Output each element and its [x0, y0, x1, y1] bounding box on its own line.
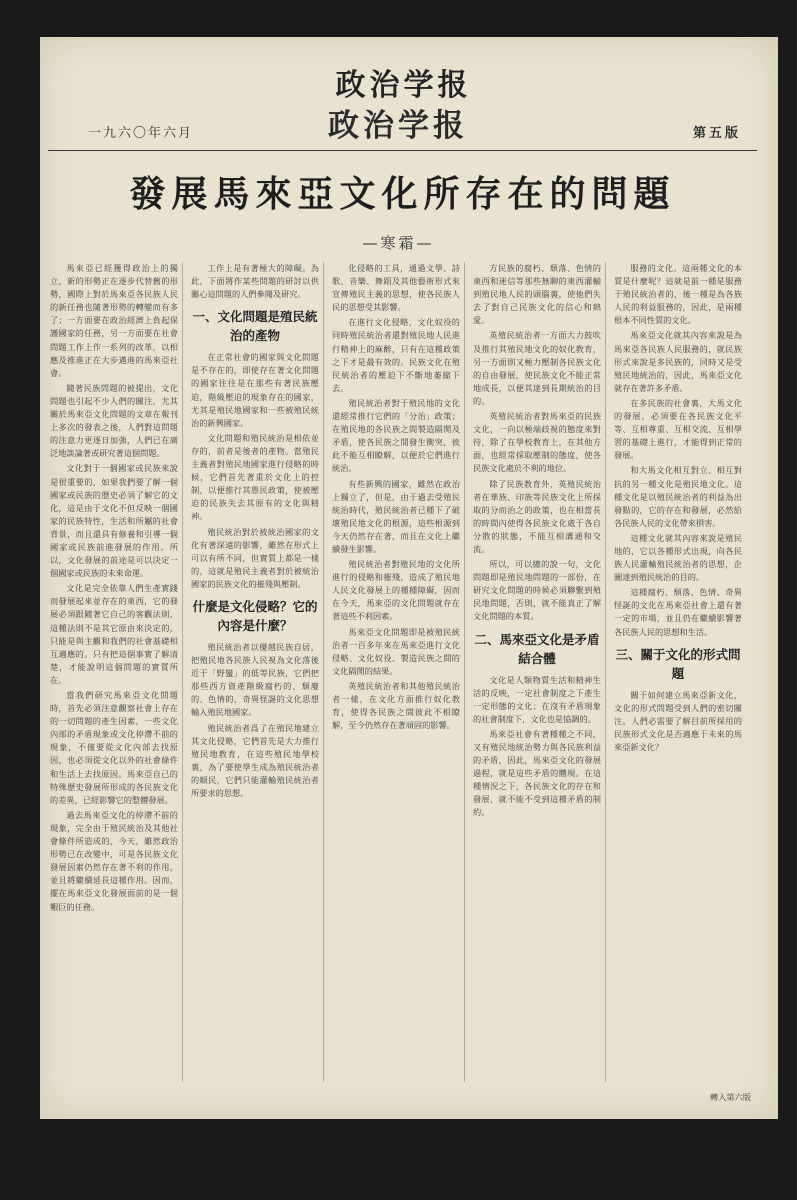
column-1 [50, 262, 183, 1082]
header-rule [48, 150, 757, 151]
section-heading: 什麼是文化侵略？它的內容是什麼？ [192, 598, 318, 633]
paragraph: 關于如何建立馬來亞新文化，文化的形式問題受到人們的密切關注。人們必需要了解目前所採用的民族形式文化是否適應于未來的馬來亞新文化？ [614, 689, 742, 752]
paragraph: 在正常社會的國家與文化問題是不存在的，即使存在著文化問題的國家往往是在那些有著民族壓迫，階級壓迫的現象存在的國家，尤其是殖民地國家和一些被殖民統治的新興國家。 [191, 352, 319, 428]
page-header [48, 60, 759, 104]
paragraph: 和大馬文化相互對立、相互對抗的另一種文化是殖民地文化。這種文化是以殖民統治者的利益為出發點的，它的存在和發展，必然給各民族人民的文化帶來損害。 [614, 465, 742, 528]
paragraph: 文化是完全依靠人們生產實踐而發展起來並存在的東西，它的發展必須跟隨著它自己的客觀法則，這種法則不是其它原由來決定的，只能是與主觀和我們的社會基礎相互適應的。只有把這個事實了解清楚，才能說明這個問題的實質所在。 [50, 583, 178, 685]
paragraph: 殖民統治者爲了在殖民地建立其文化侵略，它們首先是大力推行殖民地教育，在這些殖民地學校裏，為了要使學生成為殖民統治者的順民，它們只能灌輸殖民統治者所要求的思想。 [191, 722, 319, 798]
paragraph: 除了民族教育外，英殖民統治者在華族、印族等民族文化上所採取的分而治之的政策，也在相當長的時間內使得各民族文化處于各自分散的狀態，不能互相溝通和交流。 [473, 478, 601, 554]
paragraph: 所以，可以總的說一句，文化問題即是殖民地問題的一部份，在研究文化問題的時候必須聯繫到殖民地問題，否則，就不能真正了解文化問題的本質。 [473, 559, 601, 622]
paragraph: 殖民統治者對于殖民地的文化還經常推行它們的「分治」政策；在殖民地的各民族之間製造隔閡及矛盾，使各民族之間發生衝突，彼此不能互相瞭解，以便於它們進行統治。 [332, 397, 460, 474]
paragraph: 英殖民統治者一方面大力鼓吹及推行其殖民地文化的奴化教育，另一方面則又極力壓制各民族文化的自由發展，使民族文化不能正常地成長，以便其達到長期統治的目的。 [473, 330, 601, 406]
paragraph: 殖民統治對於被統治國家的文化有著深遠的影響，雖然在形式上可以有所不同，但實質上都是一樣的，這就是殖民主義者對於被統治國家的民族文化的摧殘與壓制。 [191, 526, 319, 589]
paragraph: 隨著民族問題的被提出，文化問題也引起不少人們的關注，尤其關於馬來亞文化問題的文章在報刊上多次的發表之後，人們對這問題的注意力更逐日加強，人們已在廣泛地談論著或研究著這個問題。 [50, 382, 178, 459]
section-heading: 一、文化問題是殖民統治的產物 [192, 309, 318, 344]
masthead-title: 政治学报 [328, 108, 468, 144]
paragraph: 方民族的腐朽、頹落、色情的東西和迷信等那些無聊的東西灌輸到殖民地人民的頭腦裏，使他們失去了對自己民族文化的信心和熱愛。 [473, 263, 601, 326]
issue-date: 一九六〇年六月 [88, 126, 194, 141]
paragraph: 這種腐朽、頹落、色情、奇異怪誕的文化在馬來亞社會上還有著一定的市場，並且仍在繼續影響著各民族人民的思想和生活。 [614, 587, 742, 637]
paragraph: 這種文化就其內容來說是殖民地的，它以各種形式出現，向各民族人民灌輸殖民統治者的思想，企圖達到殖民統治的目的。 [614, 532, 742, 583]
paragraph: 過去馬來亞文化的停滯不前的現象，完全由于殖民統治及其他社會條件所造成的，今天，雖然政治形勢已在改變中，可是各民族文化發展因素仍然存在著不利的作用，並且將繼續延長這種作用。因而，擺在馬來亞文化發展面前的是一個艱巨的任務。 [50, 809, 178, 912]
paragraph: 文化是人類物質生活和精神生活的反映，一定社會制度之下產生一定形態的文化；在沒有矛盾現象的社會制度下，文化也是協調的。 [473, 674, 601, 724]
paragraph: 馬來亞文化問題即是被殖民統治者一百多年來在馬來亞進行文化侵略、文化奴役、製造民族之間的文化隔閡的結果。 [332, 626, 460, 676]
masthead: 政治学报 [335, 68, 472, 103]
paragraph: 殖民統治者以優越民族自居，把殖民地各民族人民視為文化落後近于「野蠻」的低等民族，它們把那些西方資產階級腐朽的、頹廢的、色情的、奇異怪誕的文化思想輸入殖民地國家。 [191, 641, 319, 718]
paragraph: 在進行文化侵略，文化奴役的同時殖民統治者還對殖民地人民進行精神上的麻醉，只有在這種政策之下才是最有效的。民族文化在殖民統治者的壓迫下不斷地萎縮下去。 [332, 317, 460, 393]
paragraph: 文化問題和殖民統治是相依並存的，前者是後者的產物。當殖民主義者對殖民地國家進行侵略的時候，它們首先著重於文化上的控制，以便推行其愚民政策，使被壓迫的民族失去其原有的文化與精神。 [191, 432, 319, 522]
continued-note: 轉入第六版 [710, 1092, 751, 1102]
paragraph: 馬來亞社會有著種種之不同，又有殖民地統治勢力與各民族利益的矛盾，因此，馬來亞文化的發展過程，就是這些矛盾的體現。在這種情況之下，各民族文化的存在和發展，就不能不受到這種矛盾的制約。 [473, 728, 601, 818]
paragraph: 有些新興的國家，雖然在政治上獨立了，但是，由于過去受殖民統治時代，殖民統治者已種下了破壞殖民地文化的根源，這些根源到今天仍然存在著，而且在文化上繼續發生影響。 [332, 478, 460, 554]
article-title: 發展馬來亞文化所存在的問題 [129, 173, 676, 215]
column-5 [614, 262, 746, 1082]
paragraph: 馬來亞已經獲得政治上的獨立，新的形勢正在逐步代替舊的形勢，國際上對於馬來亞各民族人民的新任務也隨著形勢的轉變而有多了；一方面要在政治經濟上負起保護國家的任務，另一方面要在社會問題工作上作一系列的改革，以相應及推進正在大步邁進的馬來亞社會。 [50, 263, 178, 378]
column-4 [473, 262, 606, 1082]
paragraph: 當我們研究馬來亞文化問題時，首先必須注意觀察社會上存在的一切問題的產生因素，一些文化內部的矛盾現象或文化停滯不前的現象，不僅要從文化內部去找原因，也必須從文化以外的社會條件和生活上去找原因。馬來亞自己的特殊歷史發展所形成的各民族文化的差異，已經影響它的整體發展。 [50, 690, 178, 805]
edition-label: 第五版 [692, 126, 741, 141]
paragraph: 馬來亞文化就其內容來說是為馬來亞各民族人民服務的，就民族形式來說是多民族的，同時又是受殖民地統治的，因此，馬來亞文化就存在著許多矛盾。 [614, 330, 742, 393]
column-2 [191, 262, 324, 1082]
paragraph: 英殖民統治者對馬來亞的民族文化，一向以極端歧視的態度來對待，除了在學校教育上，在其他方面，也經常採取壓制的態度，使各民族文化處於不利的地位。 [473, 411, 601, 474]
section-heading: 三、關于文化的形式問題 [615, 646, 741, 681]
section-heading: 二、馬來亞文化是矛盾結合體 [474, 631, 600, 666]
paragraph: 化侵略的工具，通過文學、詩歌、音樂、舞蹈及其他藝術形式來宣傳殖民主義的思想，使各民族人民的思想受其影響。 [332, 263, 460, 313]
article-author: —寒霜— [362, 234, 435, 252]
paragraph: 服務的文化。這兩種文化的本質是什麼呢？這就是前一種是服務于殖民統治者的，後一種是為各族人民的利益服務的，因此，是兩種根本不同性質的文化。 [614, 263, 742, 326]
article-body [50, 262, 746, 1082]
paragraph: 英殖民統治者和其他殖民統治者一樣，在文化方面推行奴化教育，使得各民族之間彼此不相瞭解，至今仍然存在著頑固的影響。 [332, 680, 460, 731]
paragraph: 在多民族的社會裏，大馬文化的發展，必須要在各民族文化平等、互相尊重、互相交流、互相學習的基礎上進行，才能得到正常的發展。 [614, 397, 742, 461]
paragraph: 文化對于一個國家或民族來說是很重要的，如果我們要了解一個國家或民族的歷史必須了解它的文化，這是由于文化不但反映一個國家的民族特性，生活和所屬的社會背景，而且還具有修養和引導一個國家或民族前進發展的作用。所以，文化發展的前途是可以決定一個國家或民族的未來命運。 [50, 463, 178, 579]
paragraph: 工作上是有著極大的障礙。為此，下面將作某些問題的研討以供關心這問題的人們參閱及研究。 [191, 263, 319, 300]
column-3 [332, 262, 465, 1082]
paragraph: 殖民統治者對殖民地的文化所進行的侵略和摧殘，造成了殖民地人民文化發展上的種種障礙，因而在今天，馬來亞的文化問題就存在著這些不利因素。 [332, 559, 460, 622]
